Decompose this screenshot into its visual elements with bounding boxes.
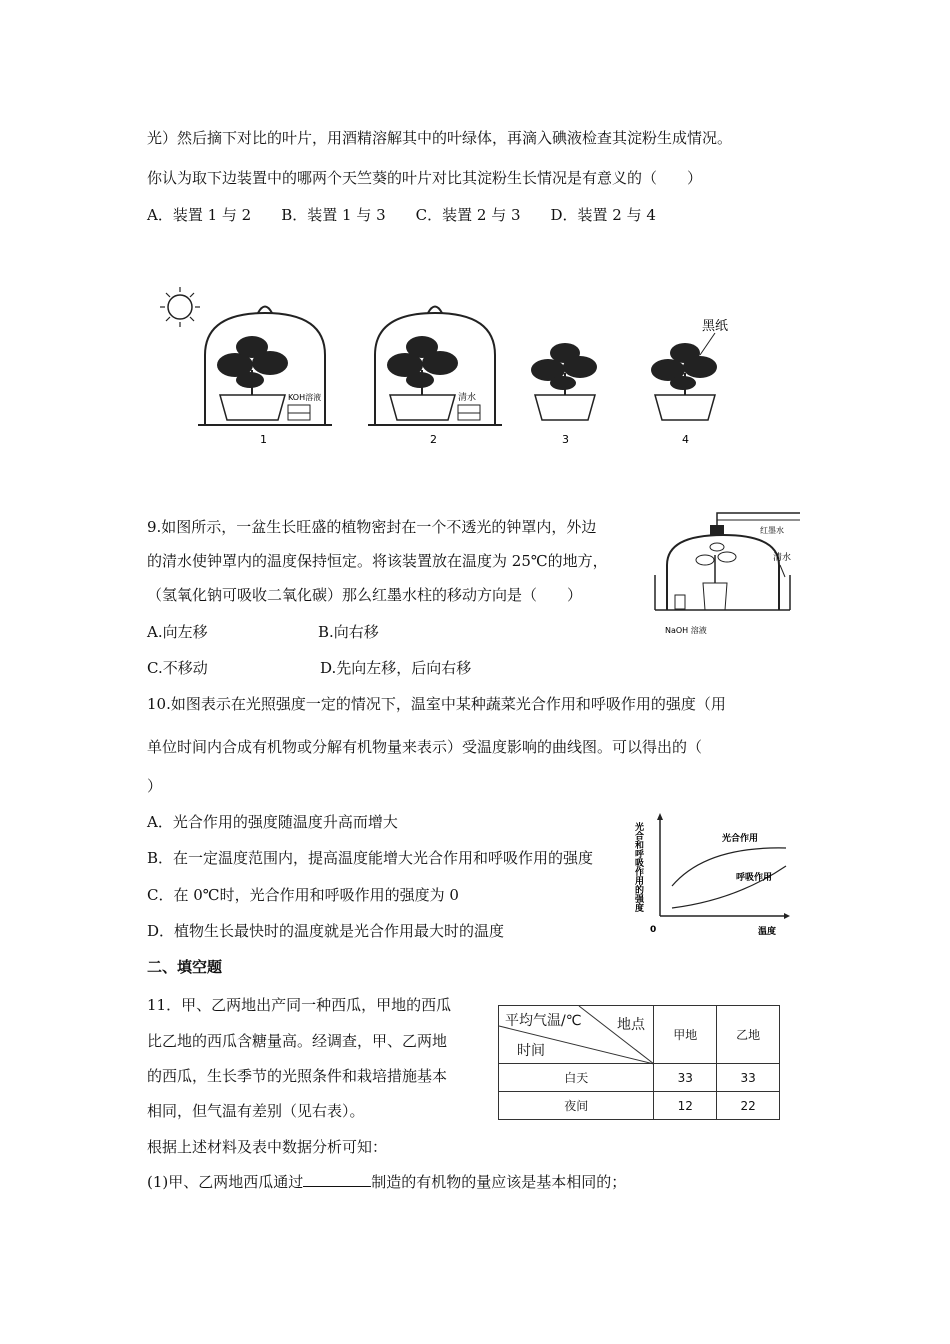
sun-icon [160,287,200,327]
koh-label: KOH溶液 [288,393,322,402]
q9-line-1: 9.如图所示，一盆生长旺盛的植物密封在一个不透光的钟罩内，外边 [147,518,597,536]
q11-line-1: 11．甲、乙两地出产同一种西瓜，甲地的西瓜 [147,996,452,1014]
col-header-jia: 甲地 [654,1006,717,1064]
q10-option-d: D．植物生长最快时的温度就是光合作用最大时的温度 [147,922,505,940]
q10-option-a: A．光合作用的强度随温度升高而增大 [147,813,398,831]
q8-options: A．装置 1 与 2 B．装置 1 与 3 C．装置 2 与 3 D．装置 2 与 4 [147,206,656,224]
q11-line-4: 相同，但气温有差别（见右表）。 [147,1102,365,1120]
q11-line-5: 根据上述材料及表中数据分析可知： [147,1138,388,1156]
q11-q1-prefix: (1)甲、乙两地西瓜通过 [147,1173,304,1191]
row-label: 白天 [499,1064,654,1092]
apparatus-label-2: 2 [430,433,437,446]
q8-apparatus-figure [140,285,760,455]
cell-value: 22 [717,1092,780,1120]
series-label-respiration: 呼吸作用 [736,873,773,883]
plant-4 [651,319,728,446]
q10-line-1: 10.如图表示在光照强度一定的情况下，温室中某种蔬菜光合作用和呼吸作用的强度（用 [147,695,726,713]
q9-option-d: D.先向左移，后向右移 [320,659,472,677]
chart-y-label: 光合和呼吸作用的强度 [633,822,643,912]
q9-option-c: C.不移动 [147,659,208,677]
intro-line-1: 光）然后摘下对比的叶片，用酒精溶解其中的叶绿体，再滴入碘液检查其淀粉生成情况。 [147,129,733,147]
corner-top: 平均气温/℃ [505,1013,582,1029]
q11-line-3: 的西瓜，生长季节的光照条件和栽培措施基本 [147,1067,448,1085]
temperature-table [498,1005,780,1120]
water-label-q9: 清水 [773,553,792,563]
cell-value: 33 [717,1064,780,1092]
cell-value: 33 [654,1064,717,1092]
series-label-photosynthesis: 光合作用 [722,834,759,844]
q11-question-1 [147,1172,626,1192]
plant-3 [531,343,597,446]
corner-bottom: 时间 [517,1043,545,1059]
bell-jar-1 [198,307,332,447]
corner-right: 地点 [617,1017,645,1033]
q10-line-2: 单位时间内合成有机物或分解有机物量来表示）受温度影响的曲线图。可以得出的（ [147,738,703,756]
q9-option-b: B.向右移 [318,623,379,641]
black-paper-label: 黑纸 [702,319,729,334]
chart-origin: 0 [650,925,657,935]
row-label: 夜间 [499,1092,654,1120]
table-corner-cell [499,1006,654,1064]
cell-value: 12 [654,1092,717,1120]
apparatus-label-4: 4 [682,433,689,446]
apparatus-label-1: 1 [260,433,267,446]
q11-line-2: 比乙地的西瓜含糖量高。经调查，甲、乙两地 [147,1032,448,1050]
q10-line-3: ） [147,777,163,795]
q9-bell-jar-figure [655,505,805,640]
chart-x-label: 温度 [758,927,777,937]
q11-q1-suffix: 制造的有机物的量应该是基本相同的； [371,1173,627,1191]
q9-line-2: 的清水使钟罩内的温度保持恒定。将该装置放在温度为 25℃的地方， [147,552,608,570]
intro-line-2: 你认为取下边装置中的哪两个天竺葵的叶片对比其淀粉生长情况是有意义的（ ） [147,169,703,187]
water-label: 清水 [458,393,477,403]
red-ink-label: 红墨水 [760,526,784,535]
q10-curve-chart [633,808,796,943]
q10-option-c: C．在 0℃时，光合作用和呼吸作用的强度为 0 [147,886,459,904]
table-row [499,1064,780,1092]
answer-blank[interactable] [303,1172,371,1187]
naoh-label: NaOH 溶液 [665,626,707,635]
q10-option-b: B．在一定温度范围内，提高温度能增大光合作用和呼吸作用的强度 [147,849,594,867]
apparatus-label-3: 3 [562,433,569,446]
col-header-yi: 乙地 [717,1006,780,1064]
q9-line-3: （氢氧化钠可吸收二氧化碳）那么红墨水柱的移动方向是（ ） [147,586,583,604]
bell-jar-2 [368,307,502,447]
table-row [499,1092,780,1120]
section-title: 二、填空题 [147,958,223,976]
q9-option-a: A.向左移 [147,623,208,641]
